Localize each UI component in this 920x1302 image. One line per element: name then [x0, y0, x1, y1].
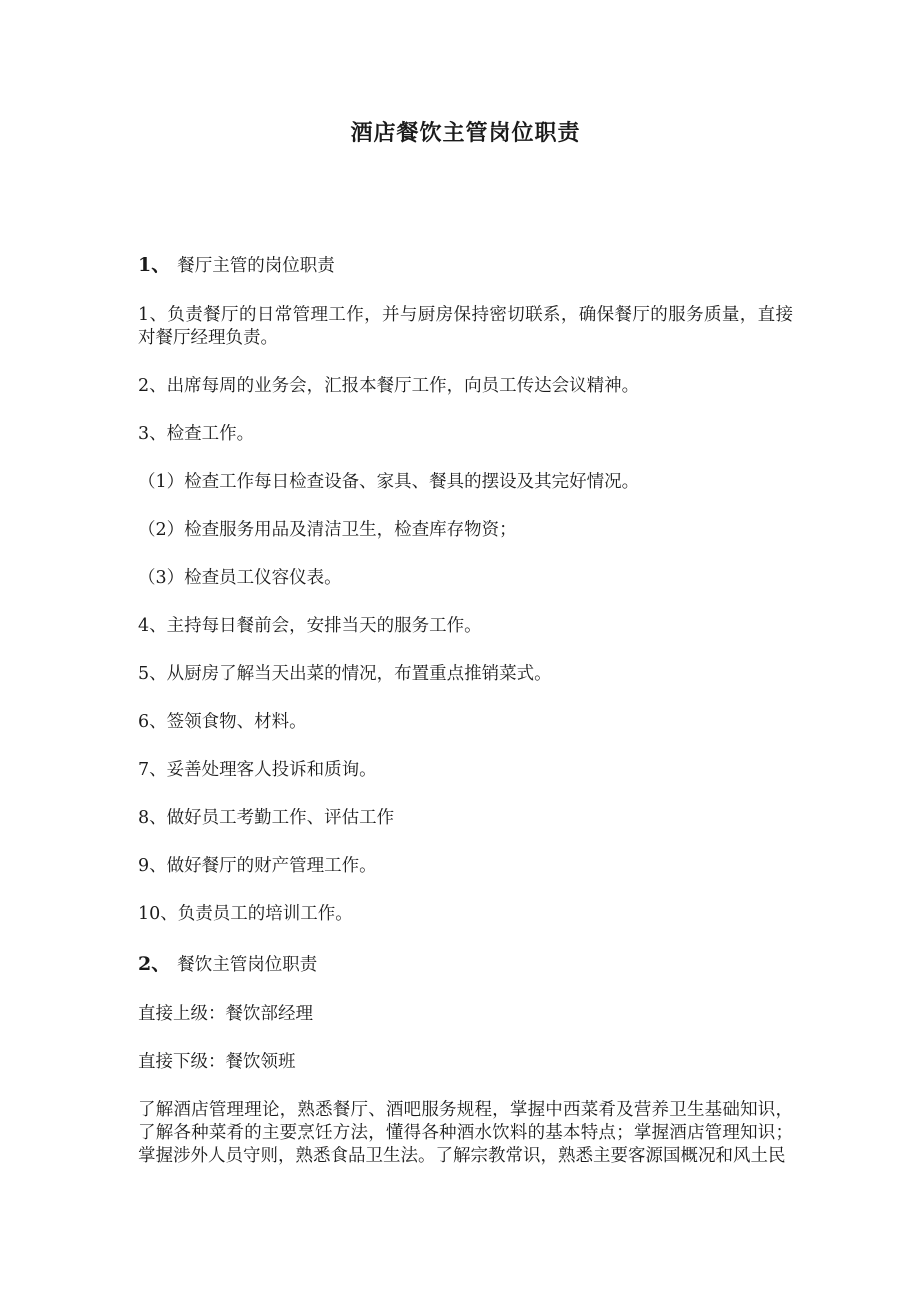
paragraph: 7、妥善处理客人投诉和质询。	[138, 760, 377, 780]
paragraph: （2）检查服务用品及清洁卫生，检查库存物资；	[138, 520, 517, 540]
section-2-heading	[138, 951, 793, 978]
paragraph: 2、出席每周的业务会，汇报本餐厅工作，向员工传达会议精神。	[138, 376, 640, 396]
section-1-heading	[138, 252, 793, 279]
paragraph: （1）检查工作每日检查设备、家具、餐具的摆设及其完好情况。	[138, 472, 640, 492]
section-2-paragraphs	[138, 1003, 793, 1168]
paragraph: 10、负责员工的培训工作。	[138, 904, 353, 924]
section-1-paragraphs	[138, 304, 793, 926]
section-1-heading-text: 餐厅主管的岗位职责	[177, 256, 335, 276]
paragraph: 1、负责餐厅的日常管理工作，并与厨房保持密切联系，确保餐厅的服务质量，直接对餐厅经理负责。	[138, 305, 793, 348]
paragraph: 了解酒店管理理论，熟悉餐厅、酒吧服务规程，掌握中西菜肴及营养卫生基础知识，了解各种菜肴的主要烹饪方法，懂得各种酒水饮料的基本特点；掌握酒店管理知识；掌握涉外人员守则，熟悉食品卫生法。了解宗教常识，熟悉主要客源国概况和风土民	[138, 1100, 793, 1166]
paragraph: 8、做好员工考勤工作、评估工作	[138, 808, 395, 828]
section-1-number: 1、	[138, 254, 171, 276]
paragraph: 6、签领食物、材料。	[138, 712, 307, 732]
paragraph: 4、主持每日餐前会，安排当天的服务工作。	[138, 616, 482, 636]
paragraph: 5、从厨房了解当天出菜的情况，布置重点推销菜式。	[138, 664, 552, 684]
section-2-number: 2、	[138, 953, 171, 975]
paragraph: （3）检查员工仪容仪表。	[138, 568, 342, 588]
document-title: 酒店餐饮主管岗位职责	[350, 120, 581, 146]
paragraph: 直接上级：餐饮部经理	[138, 1004, 313, 1024]
paragraph: 直接下级：餐饮领班	[138, 1052, 296, 1072]
section-2-heading-text: 餐饮主管岗位职责	[177, 955, 318, 975]
paragraph: 3、检查工作。	[138, 424, 255, 444]
paragraph: 9、做好餐厅的财产管理工作。	[138, 856, 377, 876]
